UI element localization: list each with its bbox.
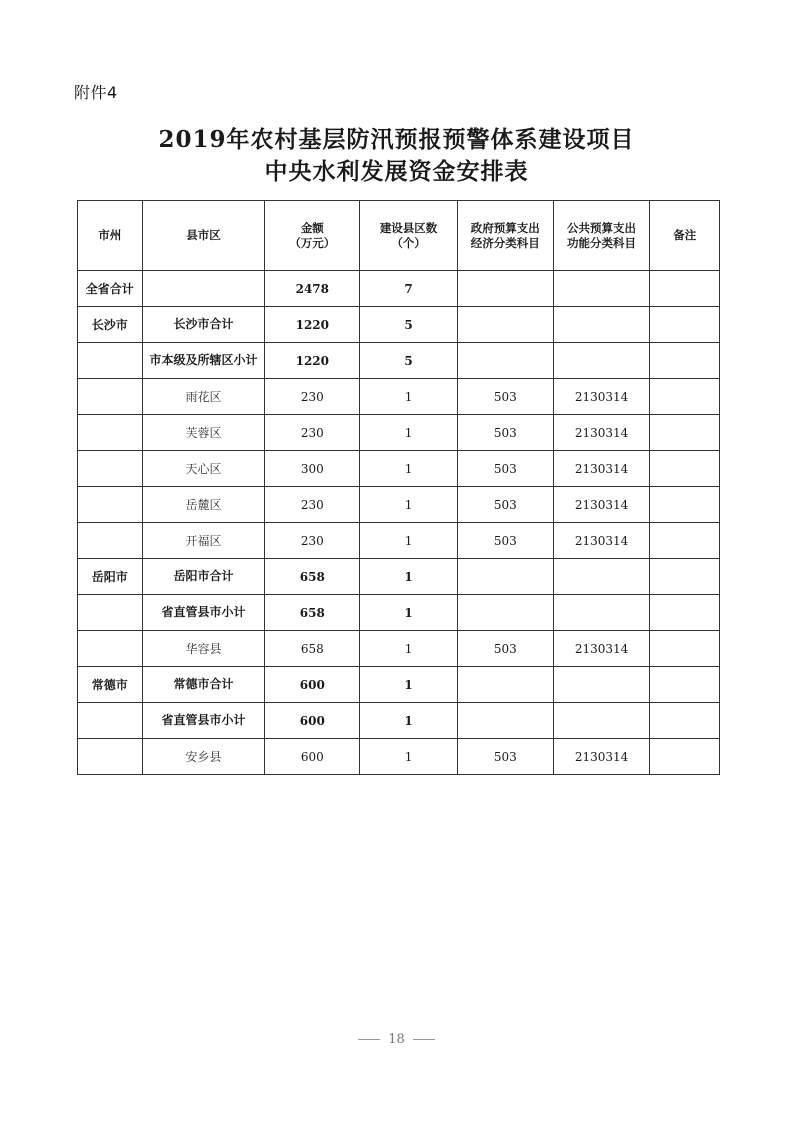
header-line: 金额 (300, 220, 324, 235)
header-county: 县市区 (142, 201, 265, 271)
header-line: （个） (391, 235, 426, 250)
cell-county: 岳阳市合计 (142, 559, 265, 595)
cell-remark (650, 379, 720, 415)
cell-city (78, 451, 143, 487)
header-public-func (553, 201, 650, 271)
table-row (78, 559, 720, 595)
cell-city (78, 523, 143, 559)
table-row (78, 631, 720, 667)
table-row (78, 415, 720, 451)
table-body (78, 271, 720, 775)
header-line: 功能分类科目 (567, 235, 637, 250)
cell-count: 1 (360, 415, 458, 451)
table-row (78, 667, 720, 703)
cell-amount: 2478 (265, 271, 360, 307)
cell-city (78, 595, 143, 631)
cell-city: 长沙市 (78, 307, 143, 343)
cell-count: 1 (360, 631, 458, 667)
document-title (0, 124, 793, 188)
cell-remark (650, 307, 720, 343)
table-row (78, 307, 720, 343)
cell-public-func: 2130314 (553, 739, 650, 775)
cell-county: 芙蓉区 (142, 415, 265, 451)
cell-amount: 658 (265, 559, 360, 595)
cell-amount: 230 (265, 379, 360, 415)
cell-count: 7 (360, 271, 458, 307)
cell-remark (650, 739, 720, 775)
header-line: 建设县区数 (379, 220, 438, 235)
header-line: 政府预算支出 (470, 220, 540, 235)
cell-gov-econ (457, 343, 553, 379)
table-row (78, 451, 720, 487)
cell-city (78, 739, 143, 775)
cell-remark (650, 343, 720, 379)
cell-public-func: 2130314 (553, 451, 650, 487)
cell-gov-econ: 503 (457, 415, 553, 451)
cell-public-func: 2130314 (553, 487, 650, 523)
cell-county: 省直管县市小计 (142, 703, 265, 739)
cell-city (78, 379, 143, 415)
cell-remark (650, 415, 720, 451)
cell-county: 华容县 (142, 631, 265, 667)
page-footer (0, 1032, 793, 1047)
cell-gov-econ: 503 (457, 487, 553, 523)
cell-county: 雨花区 (142, 379, 265, 415)
cell-public-func (553, 307, 650, 343)
cell-county: 市本级及所辖区小计 (142, 343, 265, 379)
cell-gov-econ (457, 667, 553, 703)
table-row (78, 703, 720, 739)
cell-remark (650, 631, 720, 667)
cell-amount: 230 (265, 523, 360, 559)
cell-city: 全省合计 (78, 271, 143, 307)
cell-remark (650, 271, 720, 307)
cell-public-func: 2130314 (553, 523, 650, 559)
footer-dash-left (358, 1039, 380, 1040)
cell-city (78, 631, 143, 667)
cell-amount: 658 (265, 631, 360, 667)
page-number: 18 (388, 1032, 405, 1047)
cell-remark (650, 487, 720, 523)
header-line: 经济分类科目 (470, 235, 540, 250)
table-row (78, 595, 720, 631)
cell-county: 安乡县 (142, 739, 265, 775)
header-gov-econ (457, 201, 553, 271)
cell-public-func (553, 271, 650, 307)
cell-city (78, 343, 143, 379)
cell-gov-econ (457, 703, 553, 739)
cell-public-func (553, 343, 650, 379)
cell-amount: 1220 (265, 343, 360, 379)
cell-amount: 230 (265, 487, 360, 523)
cell-remark (650, 667, 720, 703)
cell-remark (650, 595, 720, 631)
cell-gov-econ: 503 (457, 379, 553, 415)
cell-count: 1 (360, 595, 458, 631)
cell-remark (650, 559, 720, 595)
cell-count: 1 (360, 559, 458, 595)
cell-remark (650, 703, 720, 739)
cell-amount: 658 (265, 595, 360, 631)
cell-count: 1 (360, 487, 458, 523)
allocation-table (77, 200, 720, 775)
cell-city: 岳阳市 (78, 559, 143, 595)
cell-public-func (553, 667, 650, 703)
header-line: 公共预算支出 (567, 220, 637, 235)
cell-county: 长沙市合计 (142, 307, 265, 343)
cell-city (78, 487, 143, 523)
cell-county: 省直管县市小计 (142, 595, 265, 631)
title-line-2: 中央水利发展资金安排表 (264, 158, 529, 185)
cell-gov-econ (457, 595, 553, 631)
cell-count: 1 (360, 523, 458, 559)
cell-gov-econ (457, 271, 553, 307)
cell-amount: 230 (265, 415, 360, 451)
header-remark: 备注 (650, 201, 720, 271)
header-amount (265, 201, 360, 271)
cell-remark (650, 523, 720, 559)
cell-county: 天心区 (142, 451, 265, 487)
cell-gov-econ: 503 (457, 451, 553, 487)
cell-public-func: 2130314 (553, 631, 650, 667)
cell-city (78, 415, 143, 451)
table-row (78, 739, 720, 775)
cell-remark (650, 451, 720, 487)
cell-public-func: 2130314 (553, 379, 650, 415)
cell-amount: 600 (265, 739, 360, 775)
cell-gov-econ: 503 (457, 631, 553, 667)
cell-county: 开福区 (142, 523, 265, 559)
cell-gov-econ: 503 (457, 739, 553, 775)
cell-amount: 1220 (265, 307, 360, 343)
cell-count: 1 (360, 379, 458, 415)
cell-count: 1 (360, 667, 458, 703)
table-row (78, 343, 720, 379)
cell-amount: 600 (265, 667, 360, 703)
cell-county: 常德市合计 (142, 667, 265, 703)
cell-count: 1 (360, 703, 458, 739)
cell-gov-econ (457, 307, 553, 343)
cell-city: 常德市 (78, 667, 143, 703)
cell-gov-econ: 503 (457, 523, 553, 559)
header-city: 市州 (78, 201, 143, 271)
cell-public-func (553, 559, 650, 595)
cell-count: 1 (360, 451, 458, 487)
cell-count: 5 (360, 307, 458, 343)
cell-amount: 600 (265, 703, 360, 739)
cell-gov-econ (457, 559, 553, 595)
footer-dash-right (413, 1039, 435, 1040)
cell-county (142, 271, 265, 307)
cell-public-func: 2130314 (553, 415, 650, 451)
title-line-1: 2019年农村基层防汛预报预警体系建设项目 (158, 126, 635, 153)
table-row (78, 523, 720, 559)
header-count (360, 201, 458, 271)
cell-amount: 300 (265, 451, 360, 487)
table-row (78, 487, 720, 523)
cell-county: 岳麓区 (142, 487, 265, 523)
cell-count: 1 (360, 739, 458, 775)
header-line: （万元） (289, 235, 336, 250)
table-header-row (78, 201, 720, 271)
cell-count: 5 (360, 343, 458, 379)
table-row (78, 271, 720, 307)
attachment-label: 附件4 (74, 83, 118, 102)
table-row (78, 379, 720, 415)
cell-city (78, 703, 143, 739)
cell-public-func (553, 595, 650, 631)
cell-public-func (553, 703, 650, 739)
